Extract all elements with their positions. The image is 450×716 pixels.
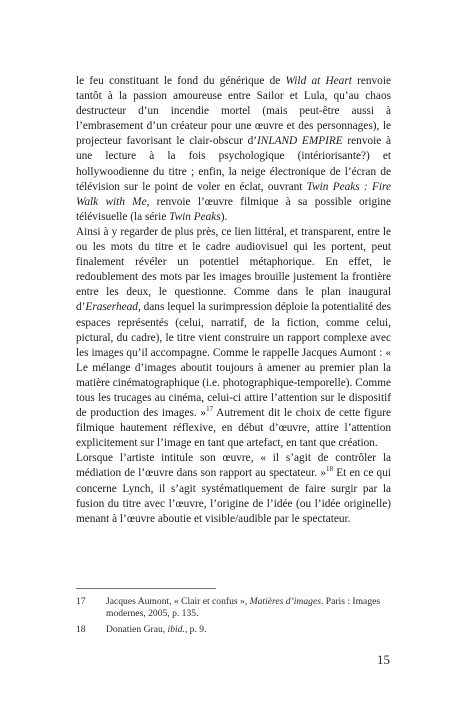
italic-text: INLAND EMPIRE [257, 135, 343, 148]
italic-text: Matières d’images [249, 596, 321, 607]
footnote [76, 596, 391, 621]
footnote-separator [76, 588, 216, 589]
footnote-text [106, 596, 391, 621]
paragraph [76, 451, 391, 526]
text-run: Jacques Aumont, « Clair et confus », [106, 596, 250, 607]
text-run: Ainsi à y regarder de plus près, ce lien littéral, et transparent, entre le ou les mots du titre et le cadre audiovisuel qui les portent, peut finalement révéler un potentiel métaphorique. En effet, le redoublement des mots par les images brouille justement la frontière entre les deux, le questionne. Comme dans le plan inaugural d’ [76, 225, 391, 314]
text-run: le feu constituant le fond du générique de [76, 75, 286, 87]
italic-text: Twin Peaks [169, 210, 221, 223]
italic-text: Eraserhead [85, 301, 138, 314]
text-run: , p. 9. [184, 623, 207, 635]
footnote-number: 17 [76, 596, 86, 607]
text-run: Autrement dit le choix de cette figure filmique hautement réflexive, en début d’œuvre, attire l’attention explicitement sur l’image en tant que artefact, en tant que création. [76, 407, 391, 450]
text-run: renvoie tantôt à la passion amoureuse entre Sailor et Lula, qu’au chaos destructeur d’un incendie mortel (mais peut-être aussi à l’embrasement d’un créateur pour une œuvre et des personnages), le projecteur favorisant le clair-obscur d’ [76, 75, 391, 148]
footnote-reference: 18 [325, 465, 333, 474]
italic-text: Wild at Heart [285, 75, 352, 87]
text-run: ). [220, 210, 228, 223]
paragraph [76, 225, 391, 451]
footnote-number: 18 [76, 623, 86, 635]
body-text [76, 74, 391, 527]
footnote-text [106, 624, 391, 636]
text-run: Donatien Grau, [106, 623, 168, 635]
text-run: , renvoie l’œuvre filmique à sa possible origine télévisuelle (la série [76, 195, 391, 223]
page-number: 15 [377, 652, 390, 667]
paragraph [76, 74, 391, 225]
text-run: . Paris : Images modernes, 2005, p. 135. [106, 596, 381, 620]
text-run: renvoie à une lecture à la fois psychologique (intériorisante?) et hollywoodienne du titre ; enfin, la neige électronique de l’écran de télévision sur le point de voler en éclat, ouvrant [76, 135, 391, 193]
italic-text: ibid. [167, 623, 185, 635]
footnote-reference: 17 [206, 405, 214, 414]
footnote [76, 624, 391, 636]
text-run: , dans lequel la surimpression déploie la potentialité des espaces représentés (celui, narratif, de la fiction, comme celui, pictural, du cadre), le titre vient construire un rapport complexe avec les images qu’il accompagne. Comme le rappelle Jacques Aumont : « Le mélange d’images aboutit toujours à amener au premier plan la matière cinématographique (i.e. photographique-temporelle). Comme tous les trucages au cinéma, celui-ci attire l’attention sur le dispositif de production des images. » [76, 301, 391, 420]
text-run: Lorsque l’artiste intitule son œuvre, « il s’agit de contrôler la médiation de l’œuvre dans son rapport au spectateur. » [76, 452, 391, 480]
text-run: Et en ce qui concerne Lynch, il s’agit systématiquement de faire surgir par la fusion du titre avec l’œuvre, l’origine de l’idée (ou l’idée originelle) menant à l’œuvre aboutie et visible/audible par le spectateur. [76, 467, 391, 525]
footnotes [76, 596, 391, 639]
italic-text: Twin Peaks : Fire Walk with Me [76, 180, 391, 208]
